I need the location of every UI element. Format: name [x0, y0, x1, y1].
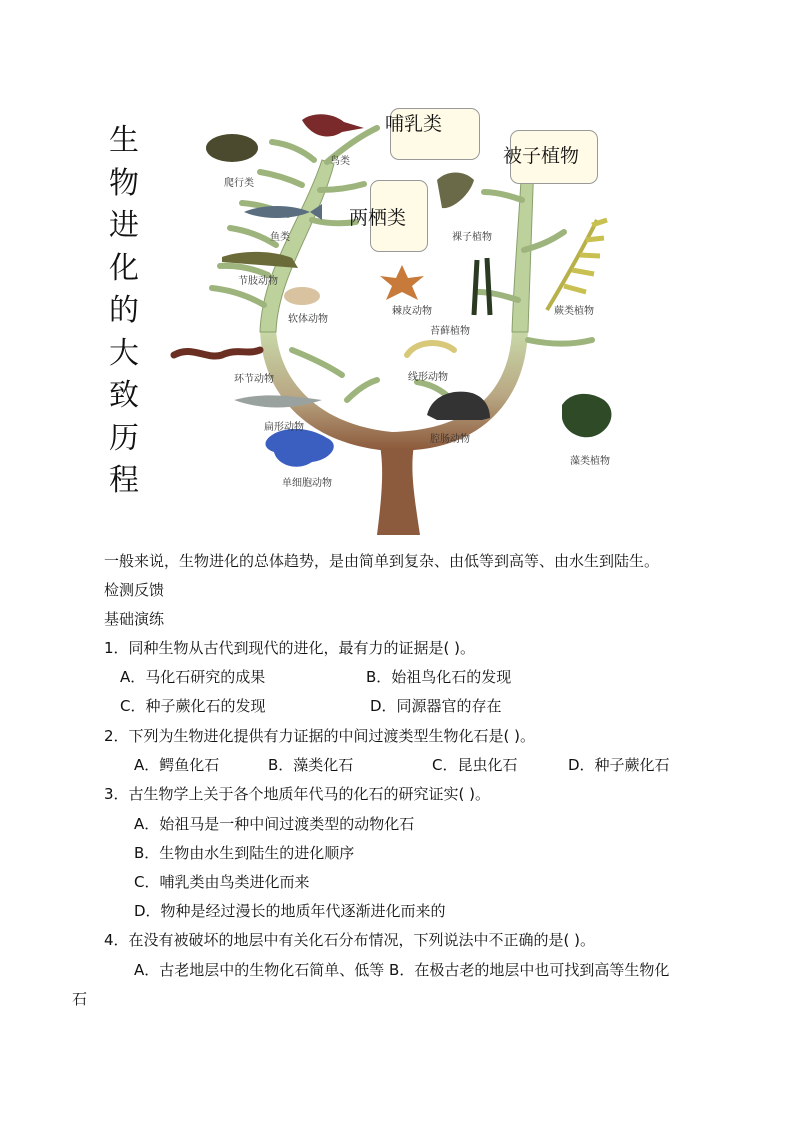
tree-trunk [377, 445, 420, 535]
box-mammals: 哺乳类 [390, 108, 480, 160]
q2-option-c: C．昆虫化石 [432, 756, 518, 774]
title-char: 物 [109, 165, 139, 201]
label-algae: 藻类植物 [570, 456, 610, 467]
q2-option-b: B．藻类化石 [268, 756, 354, 774]
title-char: 致 [109, 378, 139, 413]
section-feedback: 检测反馈 [104, 581, 165, 599]
vertical-title [104, 120, 144, 503]
label-birds: 鸟类 [330, 156, 350, 167]
q4-options-ab: A．古老地层中的生物化石简单、低等 B．在极古老的地层中也可找到高等生物化 [134, 961, 670, 979]
label-mosses: 苔藓植物 [430, 326, 470, 337]
q3-option-b: B．生物由水生到陆生的进化顺序 [134, 844, 355, 862]
label-fish: 鱼类 [270, 232, 290, 243]
amoeba-figure [266, 429, 334, 467]
q3-option-a: A．始祖马是一种中间过渡类型的动物化石 [134, 815, 415, 833]
moss-figure [474, 258, 490, 315]
label-mollusks: 软体动物 [288, 314, 328, 325]
q1-stem: 1．同种生物从古代到现代的进化，最有力的证据是( )。 [104, 639, 476, 657]
label-gymnosperms: 裸子植物 [452, 232, 492, 243]
coelenterate-figure [427, 392, 490, 420]
q3-stem: 3．古生物学上关于各个地质年代马的化石的研究证实( )。 [104, 785, 491, 803]
q4-continuation: 石 [72, 990, 88, 1008]
label-protozoa: 单细胞动物 [282, 478, 332, 489]
label-flatworms: 扁形动物 [264, 422, 304, 433]
title-char: 程 [109, 463, 139, 498]
label-reptiles: 爬行类 [224, 178, 254, 189]
q3-option-d: D．物种是经过漫长的地质年代逐渐进化而来的 [134, 902, 446, 920]
q1-option-d: D．同源器官的存在 [370, 697, 502, 715]
label-echinoderms: 棘皮动物 [392, 306, 432, 317]
q2-stem: 2．下列为生物进化提供有力证据的中间过渡类型生物化石是( )。 [104, 727, 536, 745]
label-ferns: 蕨类植物 [554, 306, 594, 317]
q1-option-c: C．种子蕨化石的发现 [120, 697, 266, 715]
section-basic: 基础演练 [104, 610, 165, 628]
label-nematodes: 线形动物 [408, 372, 448, 383]
title-char: 生 [109, 123, 139, 158]
nematode-figure [407, 343, 454, 355]
box-angiosperms: 被子植物 [510, 130, 598, 184]
title-char: 历 [109, 420, 139, 456]
q2-option-a: A．鳄鱼化石 [134, 756, 220, 774]
evolution-tree-figure [152, 100, 652, 535]
shell-figure [284, 287, 320, 305]
gymnosperm-figure [437, 173, 474, 209]
title-char: 进 [109, 208, 139, 243]
q1-option-b: B．始祖鸟化石的发现 [366, 668, 512, 686]
q2-option-d: D．种子蕨化石 [568, 756, 670, 774]
fern-figure [547, 220, 597, 310]
q4-stem: 4．在没有被破坏的地层中有关化石分布情况，下列说法中不正确的是( )。 [104, 931, 596, 949]
q1-option-a: A．马化石研究的成果 [120, 668, 266, 686]
q3-option-c: C．哺乳类由鸟类进化而来 [134, 873, 310, 891]
label-coelenterates: 腔肠动物 [430, 434, 470, 445]
turtle-figure [206, 134, 258, 162]
box-amphibians: 两栖类 [370, 180, 428, 252]
bird-figure [302, 114, 364, 136]
starfish-figure [380, 265, 424, 300]
summary-text: 一般来说，生物进化的总体趋势，是由简单到复杂、由低等到高等、由水生到陆生。 [104, 552, 660, 570]
earthworm-figure [174, 350, 260, 356]
algae-figure [562, 394, 611, 437]
title-char: 化 [109, 250, 139, 286]
fern-leaves [564, 220, 607, 292]
label-annelids: 环节动物 [234, 374, 274, 385]
title-char: 大 [109, 335, 139, 371]
title-char: 的 [109, 293, 139, 328]
label-arthropods: 节肢动物 [238, 276, 278, 287]
